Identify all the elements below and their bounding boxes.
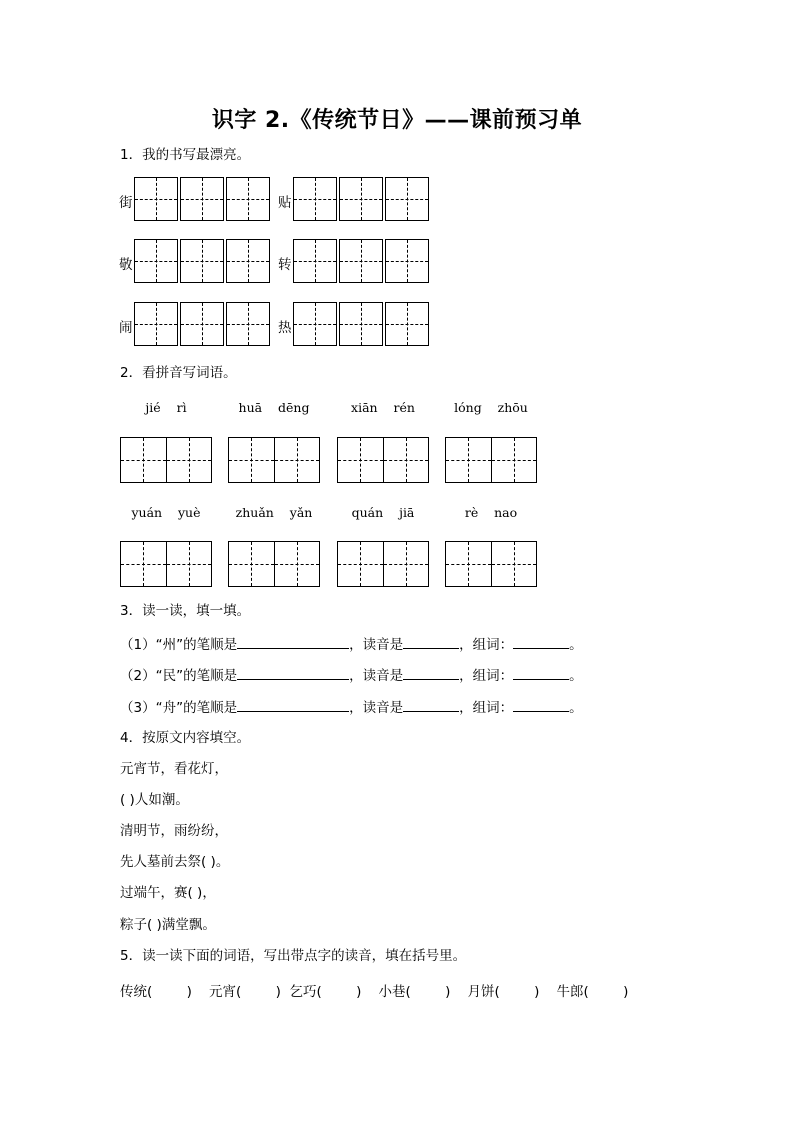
word-blank[interactable] bbox=[513, 665, 569, 680]
q3-heading: 3．读一读，填一填。 bbox=[120, 603, 251, 619]
q3-item-text: ，读音是 bbox=[349, 700, 404, 716]
q3-item-text: （1）“州”的笔顺是 bbox=[120, 637, 238, 653]
q3-item-text: （3）“舟”的笔顺是 bbox=[120, 700, 238, 716]
tianzige-box[interactable] bbox=[180, 239, 224, 283]
writing-grid bbox=[293, 239, 429, 283]
tianzige-box[interactable] bbox=[134, 239, 178, 283]
writing-grid bbox=[293, 177, 429, 221]
page-title: 识字 2.《传统节日》——课前预习单 bbox=[211, 108, 583, 133]
stroke-order-blank[interactable] bbox=[237, 665, 349, 680]
word-box[interactable] bbox=[228, 541, 320, 587]
q5-words[interactable]: 传统( ) 元宵( ) 乞巧( ) 小巷( ) 月饼( ) 牛郎( ) bbox=[120, 984, 629, 1000]
char-label: 敬 bbox=[119, 257, 133, 273]
q3-item-2 bbox=[120, 665, 583, 685]
char-label: 转 bbox=[278, 257, 292, 273]
word-blank[interactable] bbox=[513, 634, 569, 649]
poem-line[interactable]: ( )人如潮。 bbox=[120, 792, 189, 808]
writing-grid bbox=[134, 239, 270, 283]
tianzige-box[interactable] bbox=[134, 302, 178, 346]
tianzige-box[interactable] bbox=[385, 302, 429, 346]
q3-item-text: ，组词： bbox=[459, 668, 514, 684]
pinyin-label: huā dēng bbox=[238, 400, 310, 415]
pinyin-label: lóng zhōu bbox=[454, 400, 528, 415]
pronunciation-blank[interactable] bbox=[403, 634, 459, 649]
word-blank[interactable] bbox=[513, 697, 569, 712]
tianzige-box[interactable] bbox=[385, 177, 429, 221]
tianzige-box[interactable] bbox=[385, 239, 429, 283]
pinyin-label: xiān rén bbox=[351, 400, 415, 415]
char-label: 贴 bbox=[278, 195, 292, 211]
tianzige-box[interactable] bbox=[226, 239, 270, 283]
tianzige-box[interactable] bbox=[339, 302, 383, 346]
word-box[interactable] bbox=[337, 437, 429, 483]
q3-item-text: 。 bbox=[569, 668, 583, 684]
writing-grid bbox=[134, 177, 270, 221]
tianzige-box[interactable] bbox=[180, 302, 224, 346]
tianzige-box[interactable] bbox=[293, 302, 337, 346]
q2-heading: 2．看拼音写词语。 bbox=[120, 365, 237, 381]
q5-heading: 5．读一读下面的词语，写出带点字的读音，填在括号里。 bbox=[120, 948, 467, 964]
writing-grid bbox=[293, 302, 429, 346]
stroke-order-blank[interactable] bbox=[237, 697, 349, 712]
poem-line: 元宵节，看花灯， bbox=[120, 761, 228, 777]
pinyin-label: zhuǎn yǎn bbox=[235, 505, 313, 520]
pinyin-label: jié rì bbox=[145, 400, 187, 415]
poem-line[interactable]: 先人墓前去祭( )。 bbox=[120, 854, 230, 870]
poem-line[interactable]: 粽子( )满堂飘。 bbox=[120, 917, 216, 933]
q3-item-1 bbox=[120, 634, 583, 654]
word-box[interactable] bbox=[120, 437, 212, 483]
tianzige-box[interactable] bbox=[339, 239, 383, 283]
pronunciation-blank[interactable] bbox=[403, 697, 459, 712]
q3-item-text: ，读音是 bbox=[349, 637, 404, 653]
word-box[interactable] bbox=[445, 437, 537, 483]
pinyin-label: rè nao bbox=[464, 505, 518, 520]
char-label: 闹 bbox=[119, 320, 133, 336]
tianzige-box[interactable] bbox=[339, 177, 383, 221]
word-box[interactable] bbox=[120, 541, 212, 587]
pinyin-label: quán jiā bbox=[351, 505, 415, 520]
tianzige-box[interactable] bbox=[180, 177, 224, 221]
q3-item-text: ，组词： bbox=[459, 637, 514, 653]
poem-line[interactable]: 过端午，赛( )， bbox=[120, 885, 216, 901]
q3-item-text: （2）“民”的笔顺是 bbox=[120, 668, 238, 684]
tianzige-box[interactable] bbox=[226, 302, 270, 346]
tianzige-box[interactable] bbox=[134, 177, 178, 221]
pronunciation-blank[interactable] bbox=[403, 665, 459, 680]
word-box[interactable] bbox=[228, 437, 320, 483]
char-label: 热 bbox=[278, 320, 292, 336]
q3-item-text: ，组词： bbox=[459, 700, 514, 716]
q3-item-text: 。 bbox=[569, 637, 583, 653]
q1-heading: 1．我的书写最漂亮。 bbox=[120, 147, 251, 163]
q3-item-3 bbox=[120, 697, 583, 717]
q3-item-text: ，读音是 bbox=[349, 668, 404, 684]
word-box[interactable] bbox=[445, 541, 537, 587]
tianzige-box[interactable] bbox=[293, 239, 337, 283]
q3-item-text: 。 bbox=[569, 700, 583, 716]
q4-heading: 4．按原文内容填空。 bbox=[120, 730, 251, 746]
char-label: 街 bbox=[119, 195, 133, 211]
word-box[interactable] bbox=[337, 541, 429, 587]
pinyin-label: yuán yuè bbox=[131, 505, 201, 520]
poem-line: 清明节，雨纷纷， bbox=[120, 823, 228, 839]
tianzige-box[interactable] bbox=[226, 177, 270, 221]
writing-grid bbox=[134, 302, 270, 346]
stroke-order-blank[interactable] bbox=[237, 634, 349, 649]
tianzige-box[interactable] bbox=[293, 177, 337, 221]
